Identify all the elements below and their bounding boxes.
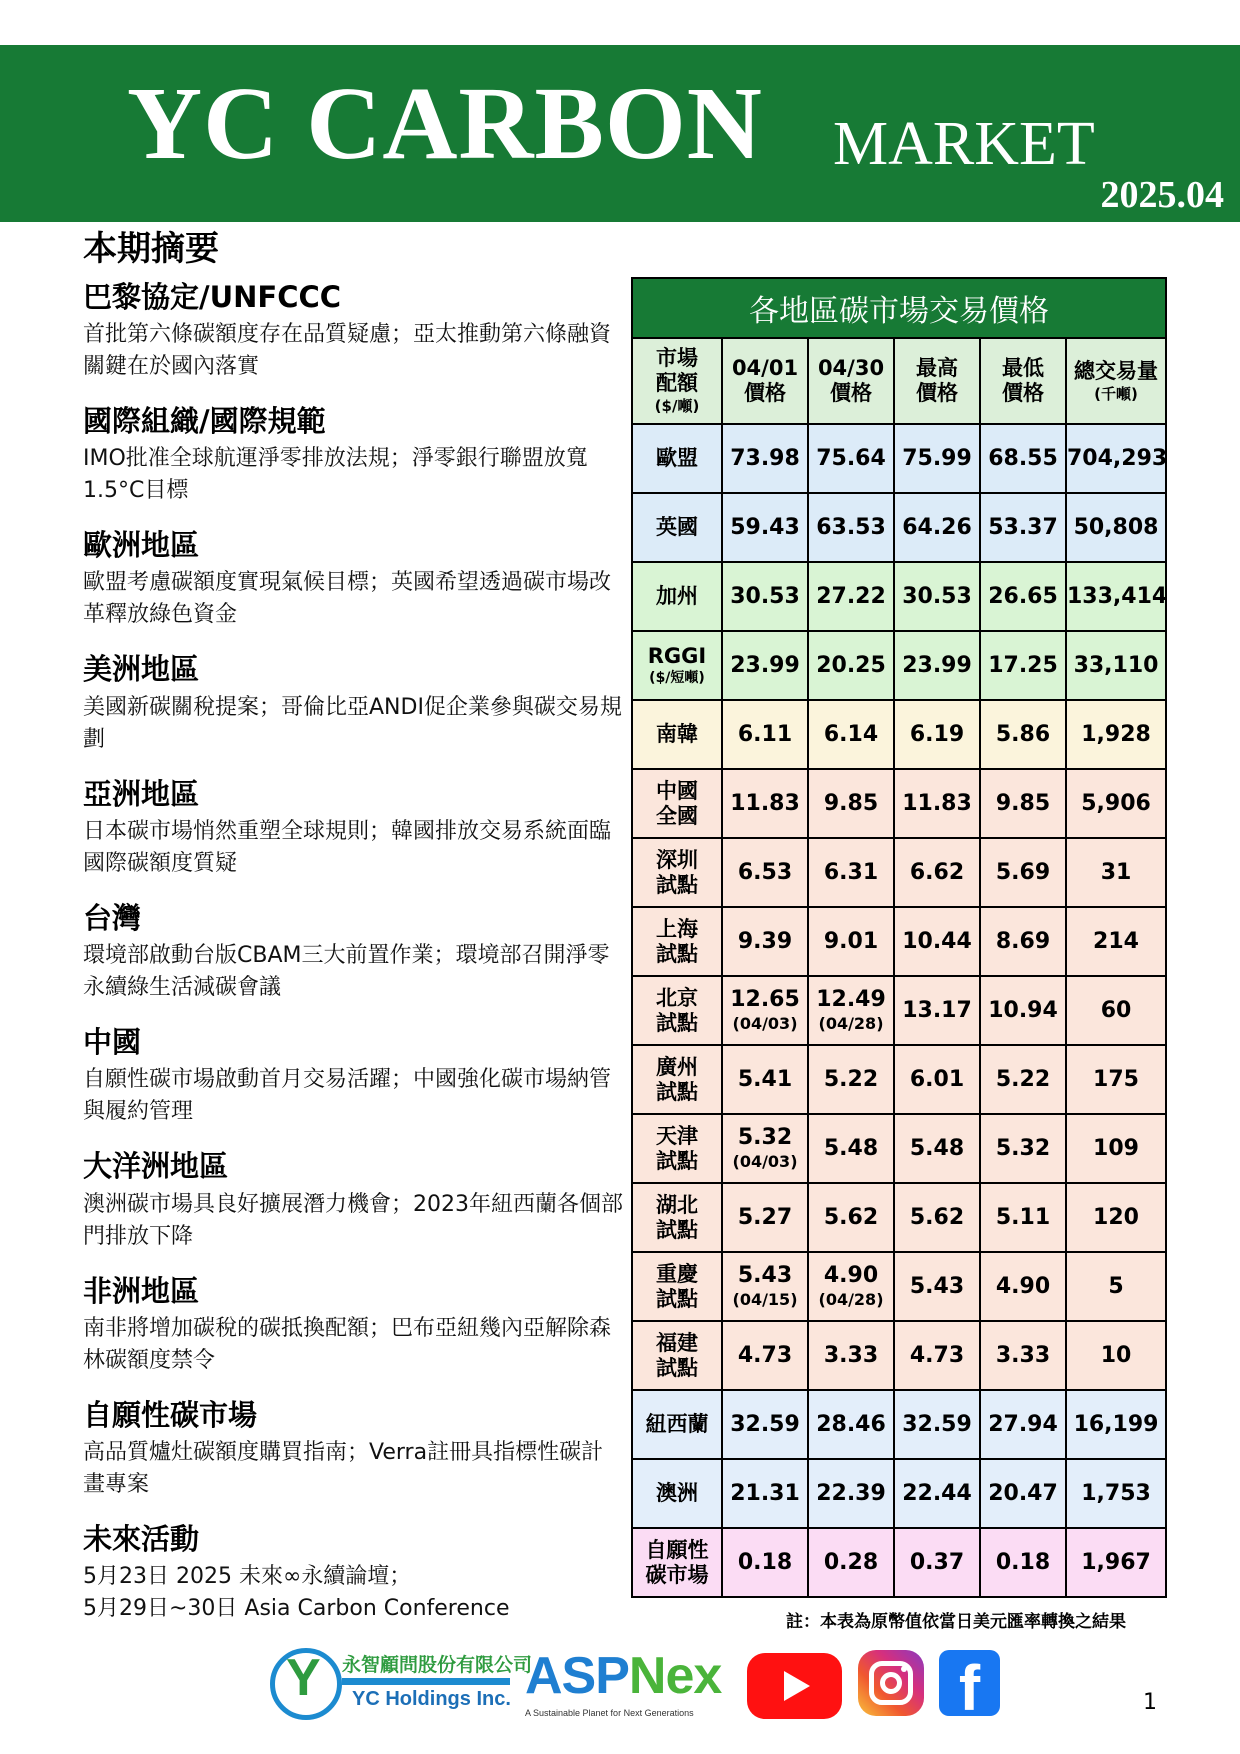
table-row [632, 1321, 1166, 1390]
section-heading: 國際組織/國際規範 [83, 403, 326, 438]
close-price: 5.22 [808, 1045, 894, 1114]
open-price: 32.59 [722, 1390, 808, 1459]
low-price: 5.32 [980, 1114, 1066, 1183]
volume: 214 [1066, 907, 1166, 976]
region-cell: 福建 試點 [632, 1321, 722, 1390]
region-cell: 中國 全國 [632, 769, 722, 838]
open-price: 5.32 (04/03) [722, 1114, 808, 1183]
region-cell: 加州 [632, 562, 722, 631]
region-cell: RGGI ($/短噸) [632, 631, 722, 700]
section-heading: 歐洲地區 [83, 528, 200, 562]
volume: 109 [1066, 1114, 1166, 1183]
region-cell: 自願性 碳市場 [632, 1528, 722, 1597]
close-price: 9.01 [808, 907, 894, 976]
issue-date: 2025.04 [1100, 174, 1224, 216]
aspnex-logo[interactable] [525, 1647, 730, 1720]
low-price: 5.86 [980, 700, 1066, 769]
summary-column [83, 228, 623, 1625]
open-price: 12.65 (04/03) [722, 976, 808, 1045]
table-footnote: 註：本表為原幣值依當日美元匯率轉換之結果 [786, 1612, 1126, 1632]
play-icon [784, 1671, 810, 1701]
open-price: 6.53 [722, 838, 808, 907]
section-heading: 美洲地區 [83, 652, 200, 687]
close-price: 5.62 [808, 1183, 894, 1252]
table-row [632, 424, 1166, 493]
table-title: 各地區碳市場交易價格 [632, 278, 1166, 338]
header-close: 04/30 價格 [808, 338, 894, 424]
close-price: 6.14 [808, 700, 894, 769]
open-price: 21.31 [722, 1459, 808, 1528]
close-price: 22.39 [808, 1459, 894, 1528]
region-cell: 深圳 試點 [632, 838, 722, 907]
instagram-lens [880, 1672, 902, 1694]
low-price: 17.25 [980, 631, 1066, 700]
open-price: 73.98 [722, 424, 808, 493]
close-price: 20.25 [808, 631, 894, 700]
high-price: 6.01 [894, 1045, 980, 1114]
high-price: 23.99 [894, 631, 980, 700]
section-heading: 台灣 [83, 900, 142, 935]
section-body: 環境部啟動台版CBAM三大前置作業；環境部召開淨零永續綠生活減碳會議 [83, 943, 610, 1000]
low-price: 0.18 [980, 1528, 1066, 1597]
open-price: 9.39 [722, 907, 808, 976]
event-item: 5月29日~30日 Asia Carbon Conference [83, 1596, 510, 1622]
high-price: 6.62 [894, 838, 980, 907]
open-price: 6.11 [722, 700, 808, 769]
high-price: 30.53 [894, 562, 980, 631]
low-price: 8.69 [980, 907, 1066, 976]
section-body: 首批第六條碳額度存在品質疑慮；亞太推動第六條融資關鍵在於國內落實 [83, 321, 612, 379]
high-price: 22.44 [894, 1459, 980, 1528]
brand-subtitle: MARKET [833, 110, 1095, 178]
low-price: 26.65 [980, 562, 1066, 631]
aspnex-wordmark: ASPNex [525, 1647, 722, 1705]
section-body: 高品質爐灶碳額度購買指南；Verra註冊具指標性碳計畫專案 [83, 1440, 604, 1497]
table-row [632, 1252, 1166, 1321]
events-heading: 未來活動 [83, 1522, 200, 1556]
section-heading: 非洲地區 [83, 1273, 200, 1308]
high-price: 11.83 [894, 769, 980, 838]
high-price: 5.43 [894, 1252, 980, 1321]
region-cell: 紐西蘭 [632, 1390, 722, 1459]
close-price: 27.22 [808, 562, 894, 631]
region-cell: 上海 試點 [632, 907, 722, 976]
table-row [632, 976, 1166, 1045]
region-cell: 湖北 試點 [632, 1183, 722, 1252]
low-price: 27.94 [980, 1390, 1066, 1459]
low-price: 20.47 [980, 1459, 1066, 1528]
close-price: 9.85 [808, 769, 894, 838]
open-price: 0.18 [722, 1528, 808, 1597]
low-price: 4.90 [980, 1252, 1066, 1321]
volume: 33,110 [1066, 631, 1166, 700]
events-list [83, 1561, 623, 1625]
volume: 133,414 [1066, 562, 1166, 631]
close-price: 63.53 [808, 493, 894, 562]
high-price: 75.99 [894, 424, 980, 493]
volume: 120 [1066, 1183, 1166, 1252]
facebook-icon[interactable]: f [939, 1650, 1000, 1716]
table-row [632, 493, 1166, 562]
carbon-price-table [631, 277, 1167, 1598]
table-row [632, 1114, 1166, 1183]
volume: 175 [1066, 1045, 1166, 1114]
table-row [632, 1183, 1166, 1252]
low-price: 53.37 [980, 493, 1066, 562]
volume: 5 [1066, 1252, 1166, 1321]
volume: 5,906 [1066, 769, 1166, 838]
region-cell: 澳洲 [632, 1459, 722, 1528]
table-row [632, 1045, 1166, 1114]
region-cell: 歐盟 [632, 424, 722, 493]
table-row [632, 1528, 1166, 1597]
section-heading: 自願性碳市場 [83, 1397, 258, 1432]
low-price: 68.55 [980, 424, 1066, 493]
volume: 1,967 [1066, 1528, 1166, 1597]
low-price: 10.94 [980, 976, 1066, 1045]
section-heading: 中國 [83, 1025, 142, 1059]
close-price: 3.33 [808, 1321, 894, 1390]
table-row [632, 631, 1166, 700]
section-body: 南非將增加碳稅的碳抵換配額；巴布亞紐幾內亞解除森林碳額度禁令 [83, 1315, 612, 1373]
instagram-dot [901, 1666, 907, 1672]
region-cell: 南韓 [632, 700, 722, 769]
volume: 1,753 [1066, 1459, 1166, 1528]
close-price: 6.31 [808, 838, 894, 907]
section-body: 美國新碳關稅提案；哥倫比亞ANDI促企業參與碳交易規劃 [83, 694, 622, 752]
region-cell: 英國 [632, 493, 722, 562]
yc-logo-bar [342, 1678, 510, 1685]
high-price: 64.26 [894, 493, 980, 562]
low-price: 5.69 [980, 838, 1066, 907]
close-price: 12.49 (04/28) [808, 976, 894, 1045]
header-market: 市場 配額 ($/噸) [632, 338, 722, 424]
table-header-row [632, 338, 1166, 424]
region-cell: 天津 試點 [632, 1114, 722, 1183]
region-cell: 重慶 試點 [632, 1252, 722, 1321]
high-price: 4.73 [894, 1321, 980, 1390]
low-price: 3.33 [980, 1321, 1066, 1390]
high-price: 13.17 [894, 976, 980, 1045]
aspnex-tagline: A Sustainable Planet for Next Generations [525, 1708, 694, 1718]
section-body: 歐盟考慮碳額度實現氣候目標；英國希望透過碳市場改革釋放綠色資金 [83, 570, 612, 628]
instagram-icon[interactable] [858, 1650, 924, 1716]
close-price: 5.48 [808, 1114, 894, 1183]
header-low: 最低 價格 [980, 338, 1066, 424]
yc-company-cn: 永智顧問股份有限公司 [342, 1654, 533, 1676]
high-price: 5.62 [894, 1183, 980, 1252]
open-price: 5.41 [722, 1045, 808, 1114]
youtube-icon[interactable] [747, 1653, 842, 1719]
volume: 1,928 [1066, 700, 1166, 769]
header-open: 04/01 價格 [722, 338, 808, 424]
page-number: 1 [1143, 1690, 1157, 1715]
high-price: 6.19 [894, 700, 980, 769]
volume: 31 [1066, 838, 1166, 907]
volume: 16,199 [1066, 1390, 1166, 1459]
high-price: 32.59 [894, 1390, 980, 1459]
volume: 60 [1066, 976, 1166, 1045]
table-row [632, 838, 1166, 907]
low-price: 9.85 [980, 769, 1066, 838]
open-price: 23.99 [722, 631, 808, 700]
yc-logo-letter: Y [286, 1649, 321, 1707]
close-price: 0.28 [808, 1528, 894, 1597]
high-price: 0.37 [894, 1528, 980, 1597]
table-row [632, 700, 1166, 769]
brand-title: YC CARBON [127, 66, 763, 181]
high-price: 10.44 [894, 907, 980, 976]
table-row [632, 769, 1166, 838]
section-heading: 亞洲地區 [83, 776, 200, 811]
open-price: 30.53 [722, 562, 808, 631]
close-price: 28.46 [808, 1390, 894, 1459]
volume: 704,293 [1066, 424, 1166, 493]
volume: 50,808 [1066, 493, 1166, 562]
close-price: 75.64 [808, 424, 894, 493]
table-row [632, 1459, 1166, 1528]
section-heading: 大洋洲地區 [83, 1149, 229, 1184]
open-price: 5.27 [722, 1183, 808, 1252]
summary-title: 本期摘要 [83, 229, 219, 269]
section-body: 自願性碳市場啟動首月交易活躍；中國強化碳市場納管與履約管理 [83, 1067, 612, 1125]
volume: 10 [1066, 1321, 1166, 1390]
table-row [632, 1390, 1166, 1459]
region-cell: 廣州 試點 [632, 1045, 722, 1114]
yc-holdings-logo[interactable] [270, 1648, 533, 1720]
close-price: 4.90 (04/28) [808, 1252, 894, 1321]
high-price: 5.48 [894, 1114, 980, 1183]
event-item: 5月23日 2025 未來∞永續論壇； [83, 1564, 412, 1590]
open-price: 11.83 [722, 769, 808, 838]
open-price: 5.43 (04/15) [722, 1252, 808, 1321]
low-price: 5.22 [980, 1045, 1066, 1114]
section-body: 澳洲碳市場具良好擴展潛力機會；2023年紐西蘭各個部門排放下降 [83, 1191, 623, 1249]
table-row [632, 907, 1166, 976]
open-price: 59.43 [722, 493, 808, 562]
yc-company-en: YC Holdings Inc. [352, 1688, 511, 1710]
section-heading: 巴黎協定/UNFCCC [83, 279, 342, 314]
low-price: 5.11 [980, 1183, 1066, 1252]
open-price: 4.73 [722, 1321, 808, 1390]
header-high: 最高 價格 [894, 338, 980, 424]
section-body: IMO批准全球航運淨零排放法規；淨零銀行聯盟放寬1.5°C目標 [83, 446, 588, 503]
section-body: 日本碳市場悄然重塑全球規則；韓國排放交易系統面臨國際碳額度質疑 [83, 818, 612, 876]
region-cell: 北京 試點 [632, 976, 722, 1045]
header-volume: 總交易量 (千噸) [1066, 338, 1166, 424]
table-row [632, 562, 1166, 631]
